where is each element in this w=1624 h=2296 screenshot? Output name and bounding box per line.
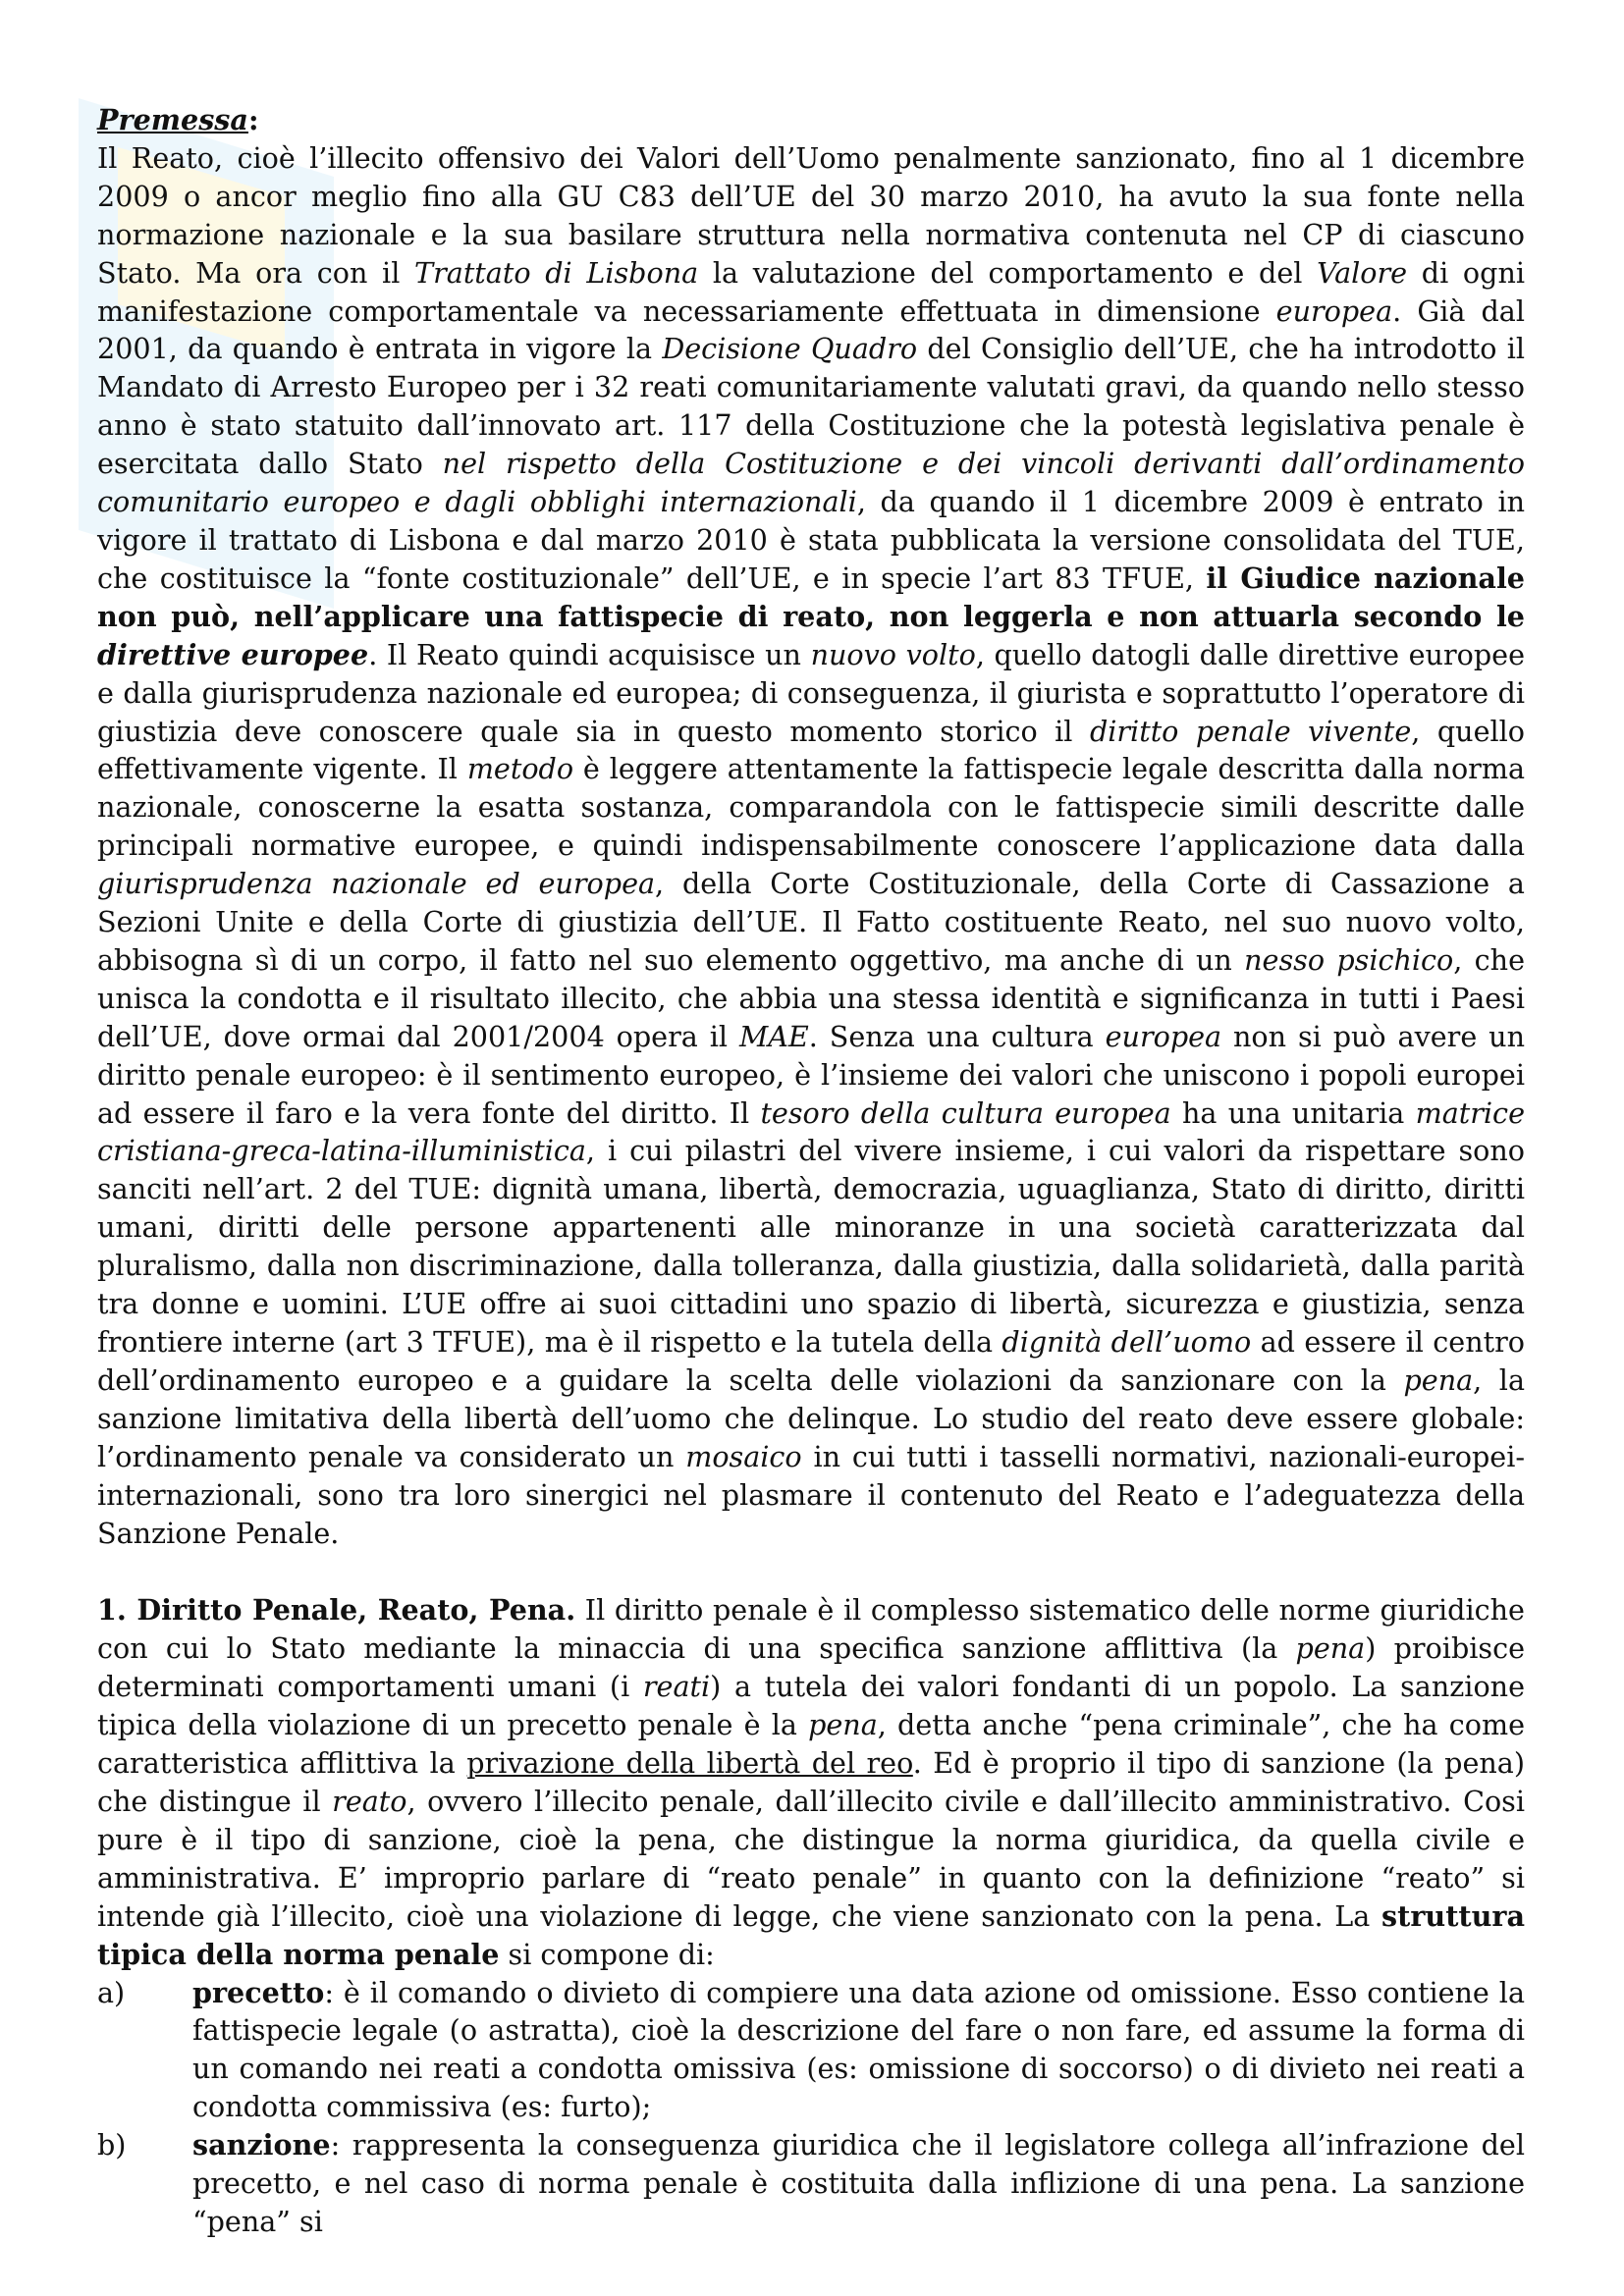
text-run: . Già dal 2001, da quando è entrata in vigore la [97,294,1525,366]
text-run: giurisprudenza nazionale ed europea [97,867,656,901]
list-item-text [192,1974,1525,2127]
text-run: in cui tutti i tasselli normativi, nazionali-europei-internazionali, sono tra loro sinergici nel plasmare il contenuto del Reato e l’adeguatezza della Sanzione Penale. [97,1439,1525,1550]
text-run: , la sanzione limitativa della libertà dell’uomo che delinque. Lo studio del reato deve essere globale: l’ordinamento penale va considerato un [97,1362,1525,1473]
section-1-paragraph [97,1591,1525,1973]
text-run: diritto penale vivente [1089,714,1412,748]
text-run: europea [1275,294,1393,328]
text-run: di ogni manifestazione comportamentale va necessariamente effettuata in dimensione [97,255,1526,328]
text-run: matrice cristiana-greca-latina-illuministica [97,1095,1525,1168]
text-run: del Consiglio dell’UE, che ha introdotto il Mandato di Arresto Europeo per i 32 reati comunitariamente valutati gravi, da quando nello stesso anno è stato statuito dall’innovato art. 117 della Costituzione che la potestà legislativa penale è esercitata dallo Stato [97,332,1525,481]
text-run: privazione della libertà del reo [466,1746,913,1781]
list-item [97,1974,1525,2127]
text-run: , che unisca la condotta e il risultato illecito, che abbia una stessa identità e significanza in tutti i Paesi dell’UE, dove ormai dal 2001/2004 opera il [97,942,1526,1053]
text-run: pena [1295,1631,1366,1666]
list-item [97,2126,1525,2241]
text-run: europea [1105,1019,1222,1053]
list-marker: b) [97,2128,127,2163]
text-run: direttive europee [97,637,369,671]
paragraph-gap [97,1552,1525,1591]
text-run: , i cui pilastri del vivere insieme, i cui valori da rispettare sono sanciti nell’art. 2 del TUE: dignità umana, libertà, democrazia, uguaglianza, Stato di diritto, diritti umani, diritti delle persone appartenenti alle minoranze in una società caratterizzata dal pluralismo, dalla non discriminazione, dalla tolleranza, dalla giustizia, dalla solidarietà, dalla parità tra donne e uomini. L’UE offre ai suoi cittadini uno spazio di libertà, sicurezza e giustizia, senza frontiere interne (art 3 TFUE), ma è il rispetto e la tutela della [97,1134,1525,1359]
text-run: metodo [466,752,574,786]
text-run: reati [642,1670,711,1704]
text-run: MAE [738,1019,809,1053]
text-run: . Il Reato quindi acquisisce un [368,637,811,671]
text-run: reato [332,1784,407,1818]
text-run: . Ed è proprio il tipo di sanzione (la pena) che distingue il [97,1746,1525,1818]
text-run: , ovvero l’illecito penale, dall’illecito civile e dall’illecito amministrativo. Cosi pure è il tipo di sanzione, cioè la pena, che distingue la norma giuridica, da quella civile e amministrativa. E’ improprio parlare di “reato penale” in quanto con la definizione “reato” si intende già l’illecito, cioè una violazione di legge, che viene sanzionato con la pena. La [97,1784,1525,1933]
text-run: non si può avere un diritto penale europeo: è il sentimento europeo, è l’insieme dei valori che uniscono i popoli europei ad essere il faro e la vera fonte del diritto. Il [97,1019,1526,1130]
text-run: . Senza una cultura [808,1019,1106,1053]
text-run: struttura tipica della norma penale [97,1898,1525,1971]
text-run: ) proibisce determinati comportamenti umani (i [97,1631,1526,1704]
norm-structure-list [97,1974,1525,2241]
premessa-paragraph [97,139,1525,1553]
text-run: : è il comando o divieto di compiere una data azione od omissione. Esso contiene la fattispecie legale (o astratta), cioè la descrizione del fare o non fare, ed assume la forma di un comando nei reati a condotta omissiva (es: omissione di soccorso) o di divieto nei reati a condotta commissiva (es: furto); [192,1975,1525,2124]
text-run: , quello effettivamente vigente. Il [97,714,1525,786]
premessa-heading-colon: : [247,103,259,136]
text-run: ad essere il centro dell’ordinamento europeo e a guidare la scelta delle violazioni da sanzionare con la [97,1325,1525,1397]
text-run: Valore [1317,255,1408,290]
text-run: , da quando il 1 dicembre 2009 è entrato in vigore il trattato di Lisbona e dal marzo 2010 è stata pubblicata la versione consolidata del TUE, che costituisce la “fonte costituzionale” dell’UE, e in specie l’art 83 TFUE, [97,485,1525,595]
text-run: è leggere attentamente la fattispecie legale descritta dalla norma nazionale, conoscerne la esatta sostanza, comparandola con le fattispecie simili descritte dalle principali normative europee, e quindi indispensabilmente conoscere l’applicazione data dalla [97,752,1525,863]
text-run: ) a tutela dei valori fondanti di un popolo. La sanzione tipica della violazione di un precetto penale è la [97,1670,1525,1742]
text-run: nesso psichico [1244,942,1454,977]
text-run: tesoro della cultura europea [760,1095,1171,1130]
premessa-heading: Premessa [97,103,248,136]
text-run [97,638,368,671]
text-run: Il diritto penale è il complesso sistematico delle norme giuridiche con cui lo Stato mediante la minaccia di una specifica sanzione afflittiva (la [97,1593,1525,1666]
document-body [97,101,1525,2241]
text-run: nuovo volto [810,637,976,671]
text-run: sanzione [192,2128,331,2163]
text-run: si compone di: [499,1937,715,1971]
text-run: ha una unitaria [1170,1095,1416,1130]
text-run: precetto [192,1975,325,2009]
text-run: nel rispetto della Costituzione e dei vincoli derivanti dall’ordinamento comunitario europeo e dagli obblighi internazionali [97,447,1525,519]
text-run: , detta anche “pena criminale”, che ha come caratteristica afflittiva la [97,1708,1525,1781]
text-run: 1. Diritto Penale, Reato, Pena. [97,1593,576,1628]
text-run: Il Reato, cioè l’illecito offensivo dei Valori dell’Uomo penalmente sanzionato, fino al 1 dicembre 2009 o ancor meglio fino alla GU C83 dell’UE del 30 marzo 2010, ha avuto la sua fonte nella normazione nazionale e la sua basilare struttura nella normativa contenuta nel CP di ciascuno Stato. Ma ora con il [97,140,1525,290]
list-item-text [192,2126,1525,2241]
text-run: il Giudice nazionale non può, nell’applicare una fattispecie di reato, non leggerla e non attuarla secondo le [97,561,1525,633]
list-marker: a) [97,1975,126,2009]
text-run: Decisione Quadro [662,332,918,366]
text-run: dignità dell’uomo [1001,1325,1252,1359]
text-run: pena [808,1708,878,1742]
text-run: : rappresenta la conseguenza giuridica che il legislatore collega all’infrazione del precetto, e nel caso di norma penale è costituita dalla inflizione di una pena. La sanzione “pena” si [192,2128,1525,2238]
premessa-heading-line [97,101,1525,139]
text-run: pena [1403,1362,1474,1397]
text-run: Trattato di Lisbona [414,255,699,290]
text-run: , quello datogli dalle direttive europee e dalla giurisprudenza nazionale ed europea; di conseguenza, il giurista e soprattutto l’operatore di giustizia deve conoscere quale sia in questo momento storico il [97,637,1525,748]
text-run: , della Corte Costituzionale, della Corte di Cassazione a Sezioni Unite e della Corte di giustizia dell’UE. Il Fatto costituente Reato, nel suo nuovo volto, abbisogna sì di un corpo, il fatto nel suo elemento oggettivo, ma anche di un [97,867,1525,977]
text-run: mosaico [685,1439,802,1473]
text-run: la valutazione del comportamento e del [698,255,1318,290]
